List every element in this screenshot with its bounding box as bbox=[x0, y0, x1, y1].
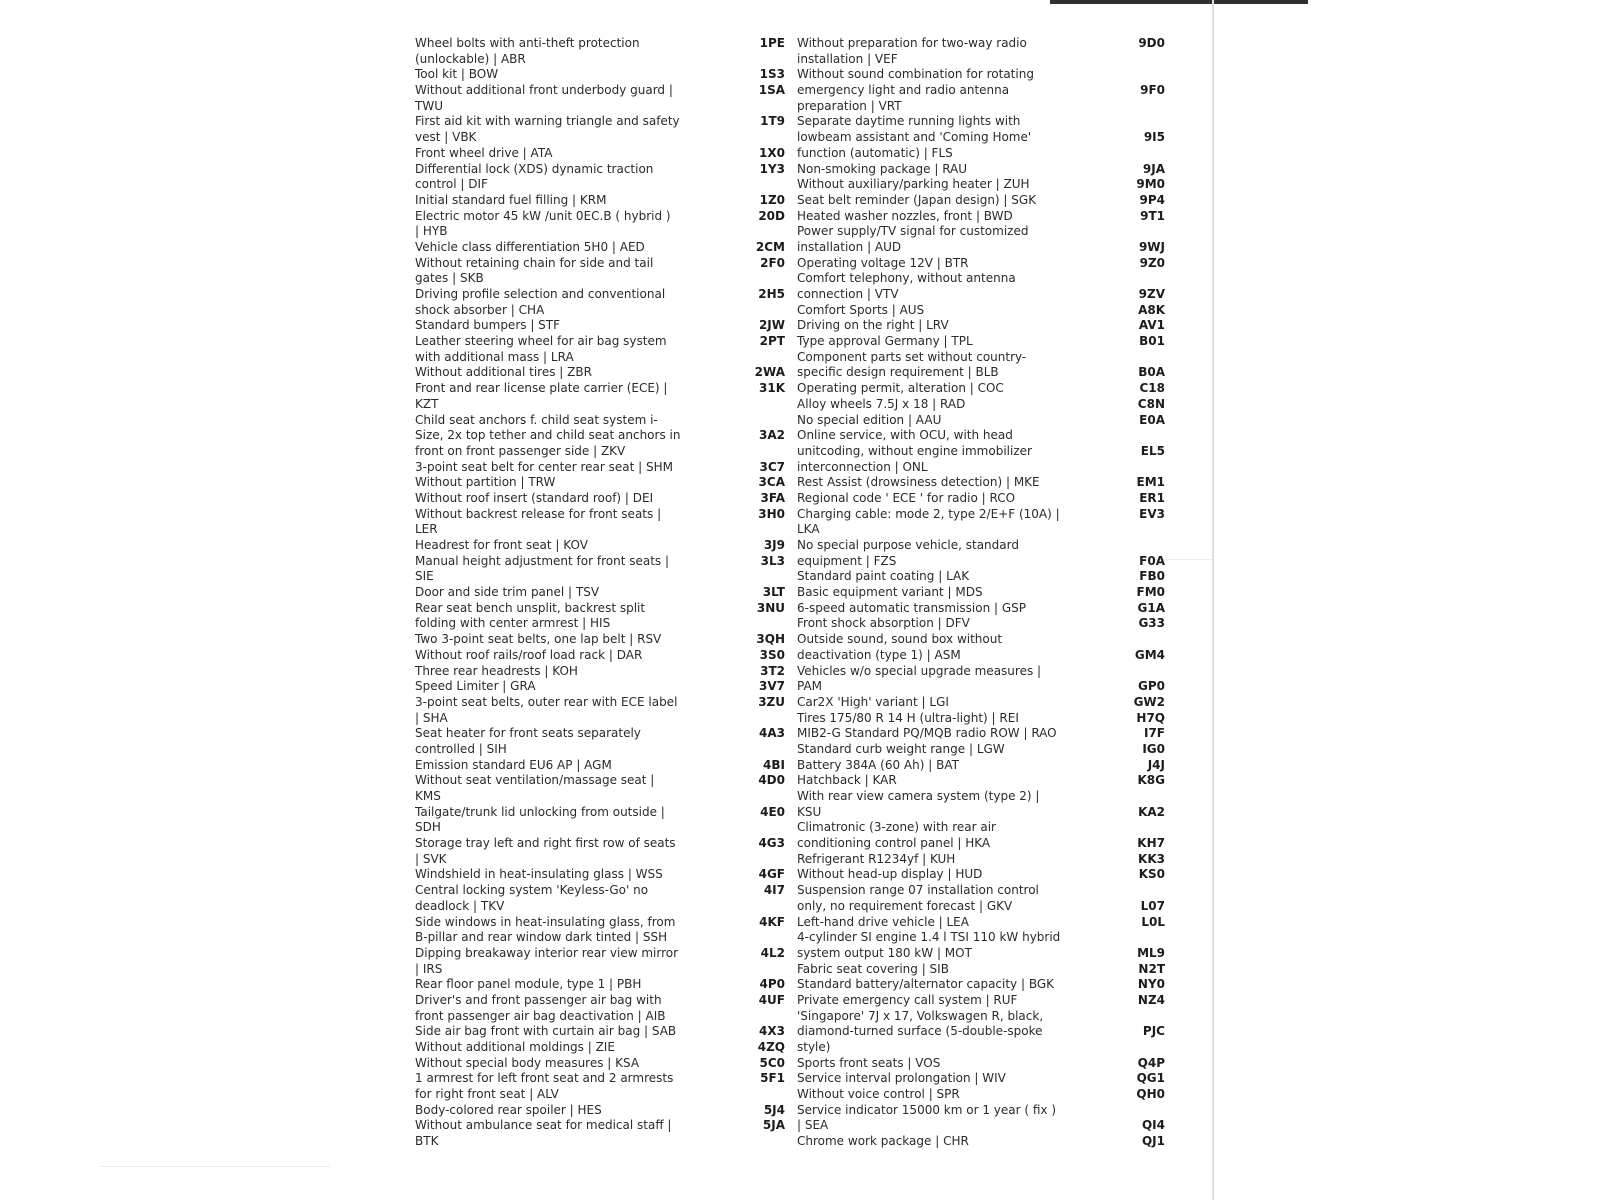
left-entry-line: Without ambulance seat for medical staff | bbox=[415, 1118, 672, 1133]
pr-code-right: KK3 bbox=[1138, 851, 1165, 866]
description-line: Standard curb weight range | LGW bbox=[797, 741, 1005, 756]
left-entry-line: 3-point seat belt for center rear seat | SHM bbox=[415, 459, 673, 474]
left-entry-line: First aid kit with warning triangle and safety bbox=[415, 114, 680, 129]
left-entry-line: with additional mass | LRA bbox=[415, 349, 574, 364]
pr-code-mid: 4KF bbox=[759, 914, 785, 929]
left-entry-line: Without seat ventilation/massage seat | bbox=[415, 773, 655, 788]
pr-code-right: GP0 bbox=[1138, 679, 1165, 694]
left-entry-line: Side windows in heat-insulating glass, from bbox=[415, 914, 676, 929]
left-entry-line: | HYB bbox=[415, 224, 448, 239]
pr-code-mid: 1PE bbox=[759, 36, 785, 50]
pr-code-right: 9P4 bbox=[1139, 192, 1165, 207]
pr-code-right bbox=[1127, 146, 1165, 162]
left-entry-line: Central locking system 'Keyless-Go' no bbox=[415, 883, 649, 898]
left-entry-line: Door and side trim panel | TSV bbox=[415, 585, 600, 600]
description-line: equipment | FZS bbox=[797, 553, 897, 568]
pr-code-mid: 4D0 bbox=[758, 773, 785, 788]
pr-code-right: A8K bbox=[1138, 302, 1165, 317]
pr-code-right: C18 bbox=[1139, 381, 1165, 396]
pr-code-mid bbox=[750, 962, 785, 978]
left-entry-line: front passenger air bag deactivation | AIB bbox=[415, 1008, 666, 1023]
description-line: Standard paint coating | LAK bbox=[797, 569, 970, 584]
pr-code-mid bbox=[750, 742, 785, 758]
pr-code-mid: 5C0 bbox=[759, 1055, 785, 1070]
pr-code-mid bbox=[750, 616, 785, 632]
pr-code-right: Q4P bbox=[1137, 1055, 1165, 1070]
description-line: only, no requirement forecast | GKV bbox=[797, 898, 1013, 913]
description-line: style) bbox=[797, 1040, 831, 1054]
description-line: Sports front seats | VOS bbox=[797, 1055, 941, 1070]
pr-code-right: N2T bbox=[1138, 961, 1165, 976]
description-line: KSU bbox=[797, 804, 822, 819]
description-line: Component parts set without country- bbox=[797, 349, 1027, 364]
description-line: Refrigerant R1234yf | KUH bbox=[797, 851, 956, 866]
left-entry-line: (unlockable) | ABR bbox=[415, 51, 526, 66]
left-entry-line: Tool kit | BOW bbox=[415, 67, 499, 82]
pr-code-mid bbox=[750, 444, 785, 460]
pr-code-right: 9WJ bbox=[1138, 239, 1165, 254]
pr-code-right: NY0 bbox=[1137, 977, 1165, 992]
left-entry-line: Speed Limiter | GRA bbox=[415, 679, 536, 694]
description-line: system output 180 kW | MOT bbox=[797, 945, 972, 960]
left-entry-line: SIE bbox=[415, 569, 434, 584]
description-line: Without head-up display | HUD bbox=[797, 867, 983, 882]
description-line: conditioning control panel | HKA bbox=[797, 836, 991, 851]
left-entry-line: Leather steering wheel for air bag system bbox=[415, 334, 667, 349]
pr-code-mid: 2PT bbox=[759, 334, 785, 349]
pr-code-right: IG0 bbox=[1142, 741, 1165, 756]
pr-code-mid: 4UF bbox=[758, 992, 785, 1007]
pr-code-mid bbox=[750, 789, 785, 805]
pr-code-right bbox=[1127, 271, 1165, 287]
pr-code-mid: 1S3 bbox=[759, 67, 785, 82]
pr-code-right bbox=[1127, 930, 1165, 946]
description-line: preparation | VRT bbox=[797, 98, 902, 113]
description-line: Battery 384A (60 Ah) | BAT bbox=[797, 757, 959, 772]
left-entry-line: control | DIF bbox=[415, 177, 488, 192]
pr-code-mid: 2WA bbox=[754, 365, 785, 380]
pr-code-right: AV1 bbox=[1138, 318, 1165, 333]
pr-code-mid bbox=[750, 99, 785, 115]
pr-code-mid: 3C7 bbox=[759, 459, 785, 474]
pr-code-right: GW2 bbox=[1133, 694, 1165, 709]
left-entry-line: 1 armrest for left front seat and 2 armrests bbox=[415, 1071, 674, 1086]
left-entry-line: Initial standard fuel filling | KRM bbox=[415, 192, 607, 207]
pr-code-right bbox=[1127, 52, 1165, 68]
pr-code-mid bbox=[750, 177, 785, 193]
description-line: Tires 175/80 R 14 H (ultra-light) | REI bbox=[797, 710, 1019, 725]
pr-code-right bbox=[1127, 664, 1165, 680]
pr-code-right bbox=[1127, 820, 1165, 836]
pr-code-mid: 4ZQ bbox=[757, 1040, 785, 1054]
left-entry-line: Standard bumpers | STF bbox=[415, 318, 561, 333]
description-line: Separate daytime running lights with bbox=[797, 114, 1021, 129]
description-line: connection | VTV bbox=[797, 287, 899, 301]
pr-code-right: H7Q bbox=[1136, 710, 1165, 725]
left-entry-line: vest | VBK bbox=[415, 130, 477, 145]
description-line: Left-hand drive vehicle | LEA bbox=[797, 914, 969, 929]
left-entry-line: Rear floor panel module, type 1 | PBH bbox=[415, 977, 642, 992]
pr-code-mid: 4BI bbox=[763, 757, 785, 772]
description-line: Fabric seat covering | SIB bbox=[797, 961, 949, 976]
description-line: 6-speed automatic transmission | GSP bbox=[797, 600, 1027, 615]
pr-code-right: J4J bbox=[1147, 757, 1165, 772]
left-entry-line: Front wheel drive | ATA bbox=[415, 145, 553, 160]
pr-code-mid: 3V7 bbox=[759, 679, 785, 694]
left-entry-line: Emission standard EU6 AP | AGM bbox=[415, 757, 612, 772]
pr-code-right: KA2 bbox=[1138, 804, 1165, 819]
pr-code-mid: 4I7 bbox=[763, 883, 785, 898]
left-entry-line: | IRS bbox=[415, 961, 443, 976]
left-entry-line: Child seat anchors f. child seat system i- bbox=[415, 412, 658, 427]
pr-code-mid: 3S0 bbox=[759, 647, 785, 662]
pr-code-mid bbox=[750, 899, 785, 915]
pr-code-mid: 1Z0 bbox=[759, 192, 785, 207]
description-line: Operating voltage 12V | BTR bbox=[797, 255, 969, 270]
pr-code-right bbox=[1127, 789, 1165, 805]
pr-code-right bbox=[1127, 883, 1165, 899]
description-line: LKA bbox=[797, 522, 820, 537]
description-line: No special edition | AAU bbox=[797, 412, 942, 427]
left-entry-line: | SHA bbox=[415, 710, 448, 725]
pr-code-mid: 4G3 bbox=[758, 836, 785, 851]
description-line: Service indicator 15000 km or 1 year ( fix ) bbox=[797, 1102, 1057, 1117]
pr-code-mid bbox=[750, 130, 785, 146]
pr-code-mid: 1SA bbox=[758, 83, 785, 98]
pr-code-mid bbox=[750, 1134, 785, 1150]
pr-code-right: EL5 bbox=[1140, 443, 1165, 458]
pr-code-right: K8G bbox=[1137, 773, 1165, 788]
pr-code-mid: 3T2 bbox=[760, 663, 785, 678]
pr-code-right: 9T1 bbox=[1140, 208, 1165, 223]
description-line: Outside sound, sound box without bbox=[797, 632, 1003, 647]
pr-code-mid: 3NU bbox=[756, 600, 785, 615]
page-divider-line bbox=[1212, 0, 1214, 1200]
description-line: No special purpose vehicle, standard bbox=[797, 538, 1019, 552]
pr-code-right: 9Z0 bbox=[1139, 255, 1165, 270]
pr-code-mid bbox=[750, 522, 785, 538]
left-entry-line: | SVK bbox=[415, 851, 447, 866]
left-entry-line: Storage tray left and right first row of seats bbox=[415, 836, 676, 851]
pr-code-mid: 3LT bbox=[762, 585, 785, 600]
description-line: | SEA bbox=[797, 1118, 829, 1133]
pr-code-right: 9F0 bbox=[1140, 83, 1165, 98]
pr-code-right: 9D0 bbox=[1138, 36, 1165, 50]
pr-code-right bbox=[1127, 67, 1165, 83]
description-line: Front shock absorption | DFV bbox=[797, 616, 970, 631]
pr-code-mid: 5JA bbox=[762, 1118, 785, 1133]
description-line: Private emergency call system | RUF bbox=[797, 992, 1018, 1007]
pr-code-mid: 4X3 bbox=[759, 1024, 785, 1039]
left-entry-line: Size, 2x top tether and child seat anchors in bbox=[415, 428, 681, 443]
left-entry-line: Electric motor 45 kW /unit 0EC.B ( hybrid ) bbox=[415, 208, 671, 223]
left-entry-line: Without partition | TRW bbox=[415, 475, 556, 490]
pr-code-right: E0A bbox=[1139, 412, 1165, 427]
pr-code-right bbox=[1127, 1040, 1165, 1056]
description-line: Vehicles w/o special upgrade measures | bbox=[797, 663, 1042, 678]
pr-code-mid bbox=[750, 52, 785, 68]
pr-code-right: 9M0 bbox=[1136, 177, 1165, 192]
description-line: Non-smoking package | RAU bbox=[797, 161, 968, 176]
description-line: deactivation (type 1) | ASM bbox=[797, 647, 961, 662]
left-entry-line: Front and rear license plate carrier (ECE) | bbox=[415, 381, 668, 396]
pr-code-mid bbox=[750, 711, 785, 727]
description-line: Regional code ' ECE ' for radio | RCO bbox=[797, 490, 1016, 505]
left-entry-line: KZT bbox=[415, 396, 439, 411]
pr-code-right: QG1 bbox=[1136, 1071, 1165, 1086]
description-line: diamond-turned surface (5-double-spoke bbox=[797, 1024, 1043, 1039]
pr-code-right: EV3 bbox=[1139, 506, 1165, 521]
description-line: Online service, with OCU, with head bbox=[797, 428, 1013, 443]
description-line: Chrome work package | CHR bbox=[797, 1134, 969, 1149]
pr-code-mid bbox=[750, 271, 785, 287]
pr-code-mid: 2F0 bbox=[760, 255, 785, 270]
left-entry-line: Windshield in heat-insulating glass | WSS bbox=[415, 867, 663, 882]
pr-code-mid: 4A3 bbox=[759, 726, 785, 741]
pr-code-mid bbox=[750, 1009, 785, 1025]
pr-code-mid: 4GF bbox=[758, 867, 785, 882]
description-line: 'Singapore' 7J x 17, Volkswagen R, black, bbox=[797, 1008, 1044, 1023]
pr-code-mid: 5F1 bbox=[760, 1071, 785, 1086]
left-entry-line: Without additional moldings | ZIE bbox=[415, 1040, 615, 1054]
left-entry-line: Two 3-point seat belts, one lap belt | RSV bbox=[415, 632, 662, 647]
pr-code-mid: 4L2 bbox=[760, 945, 785, 960]
pr-code-mid bbox=[750, 852, 785, 868]
code-table bbox=[415, 36, 1165, 1150]
pr-code-right bbox=[1127, 632, 1165, 648]
pr-code-right bbox=[1127, 460, 1165, 476]
description-line: Driving on the right | LRV bbox=[797, 318, 949, 333]
description-line: Basic equipment variant | MDS bbox=[797, 585, 983, 600]
left-entry-line: Differential lock (XDS) dynamic traction bbox=[415, 161, 654, 176]
description-line: With rear view camera system (type 2) | bbox=[797, 789, 1040, 803]
pr-code-right: PJC bbox=[1142, 1024, 1165, 1039]
pr-code-right: QI4 bbox=[1141, 1118, 1165, 1133]
pr-code-mid: 3L3 bbox=[760, 553, 785, 568]
left-entry-line: Rear seat bench unsplit, backrest split bbox=[415, 600, 646, 615]
description-line: Seat belt reminder (Japan design) | SGK bbox=[797, 192, 1037, 207]
left-entry-line: Vehicle class differentiation 5H0 | AED bbox=[415, 239, 645, 254]
pr-code-right: GM4 bbox=[1134, 647, 1165, 662]
left-entry-line: Without additional front underbody guard | bbox=[415, 83, 673, 98]
pr-code-right bbox=[1127, 1009, 1165, 1025]
pr-code-mid: 3QH bbox=[756, 632, 785, 647]
left-entry-line: Dipping breakaway interior rear view mirror bbox=[415, 945, 679, 960]
pr-code-right: FB0 bbox=[1139, 569, 1165, 584]
description-line: Comfort Sports | AUS bbox=[797, 302, 925, 317]
description-line: Type approval Germany | TPL bbox=[797, 334, 973, 349]
pr-code-mid bbox=[750, 569, 785, 585]
pr-code-mid: 1X0 bbox=[759, 145, 785, 160]
pr-code-mid bbox=[750, 224, 785, 240]
pr-code-right bbox=[1127, 114, 1165, 130]
pr-code-right: QJ1 bbox=[1141, 1134, 1165, 1149]
pr-code-right: NZ4 bbox=[1137, 992, 1165, 1007]
pr-code-right: G1A bbox=[1137, 600, 1165, 615]
pr-code-mid: 5J4 bbox=[763, 1102, 785, 1117]
left-entry-line: Side air bag front with curtain air bag | SAB bbox=[415, 1024, 677, 1039]
pr-code-right: C8N bbox=[1137, 396, 1165, 411]
pr-code-mid: 3A2 bbox=[759, 428, 785, 443]
left-entry-line: B-pillar and rear window dark tinted | SSH bbox=[415, 930, 668, 945]
pr-code-right: 9I5 bbox=[1143, 130, 1165, 145]
description-line: Power supply/TV signal for customized bbox=[797, 224, 1029, 239]
pr-code-mid: 4P0 bbox=[759, 977, 785, 992]
description-line: emergency light and radio antenna bbox=[797, 83, 1010, 98]
description-line: interconnection | ONL bbox=[797, 459, 928, 474]
left-entry-line: LER bbox=[415, 522, 438, 537]
left-entry-line: front on front passenger side | ZKV bbox=[415, 443, 626, 458]
description-line: specific design requirement | BLB bbox=[797, 365, 999, 380]
description-line: Without voice control | SPR bbox=[797, 1087, 960, 1102]
description-line: Operating permit, alteration | COC bbox=[797, 381, 1004, 396]
pr-code-mid: 3FA bbox=[760, 490, 785, 505]
left-entry-line: Wheel bolts with anti-theft protection bbox=[415, 36, 640, 50]
left-entry-line: gates | SKB bbox=[415, 271, 484, 286]
description-line: installation | VEF bbox=[797, 51, 898, 66]
top-edge-scan-bar bbox=[1050, 0, 1308, 4]
left-entry-line: Driving profile selection and conventional bbox=[415, 287, 666, 301]
pr-code-right: ML9 bbox=[1137, 945, 1165, 960]
pr-code-mid bbox=[750, 303, 785, 319]
description-line: PAM bbox=[797, 679, 823, 694]
pr-code-right bbox=[1127, 428, 1165, 444]
description-line: Climatronic (3-zone) with rear air bbox=[797, 820, 996, 835]
left-entry-line: Driver's and front passenger air bag with bbox=[415, 992, 662, 1007]
pr-code-mid bbox=[750, 820, 785, 836]
left-entry-line: 3-point seat belts, outer rear with ECE label bbox=[415, 694, 678, 709]
pr-code-mid: 1Y3 bbox=[759, 161, 785, 176]
pr-code-mid: 2CM bbox=[755, 239, 785, 254]
left-entry-line: Tailgate/trunk lid unlocking from outside | bbox=[415, 804, 665, 819]
left-entry-line: shock absorber | CHA bbox=[415, 302, 545, 317]
description-line: MIB2-G Standard PQ/MQB radio ROW | RAO bbox=[797, 726, 1057, 741]
description-line: Without auxiliary/parking heater | ZUH bbox=[797, 177, 1030, 192]
pr-code-mid: 20D bbox=[758, 208, 785, 223]
pr-code-right: I7F bbox=[1143, 726, 1165, 741]
description-line: Without sound combination for rotating bbox=[797, 67, 1034, 82]
pr-code-right: B0A bbox=[1138, 365, 1165, 380]
description-line: Comfort telephony, without antenna bbox=[797, 271, 1016, 286]
left-entry-line: Three rear headrests | KOH bbox=[415, 663, 578, 678]
pr-code-right: QH0 bbox=[1136, 1087, 1165, 1102]
description-line: unitcoding, without engine immobilizer bbox=[797, 443, 1032, 458]
left-entry-line: Without backrest release for front seats | bbox=[415, 506, 662, 521]
left-entry-line: Without roof insert (standard roof) | DEI bbox=[415, 490, 654, 505]
pr-code-right: 9ZV bbox=[1138, 287, 1165, 301]
description-line: Hatchback | KAR bbox=[797, 773, 897, 788]
description-line: Suspension range 07 installation control bbox=[797, 883, 1039, 898]
pr-code-mid bbox=[750, 1087, 785, 1103]
left-entry-line: for right front seat | ALV bbox=[415, 1087, 559, 1102]
pr-code-mid: 3H0 bbox=[758, 506, 785, 521]
left-entry-line: KMS bbox=[415, 789, 441, 803]
description-line: installation | AUD bbox=[797, 239, 902, 254]
description-line: Service interval prolongation | WIV bbox=[797, 1071, 1006, 1086]
left-entry-line: Manual height adjustment for front seats | bbox=[415, 553, 670, 568]
description-line: function (automatic) | FLS bbox=[797, 145, 953, 160]
pr-code-right: FM0 bbox=[1136, 585, 1165, 600]
description-line: Car2X 'High' variant | LGI bbox=[797, 694, 949, 709]
left-entry-line: Without retaining chain for side and tail bbox=[415, 255, 654, 270]
pr-code-right: KH7 bbox=[1137, 836, 1165, 851]
pr-code-right: EM1 bbox=[1136, 475, 1165, 490]
left-entry-line: deadlock | TKV bbox=[415, 898, 505, 913]
pr-code-right bbox=[1127, 1103, 1165, 1119]
left-entry-line: SDH bbox=[415, 820, 441, 835]
description-line: 4-cylinder SI engine 1.4 l TSI 110 kW hybrid bbox=[797, 930, 1061, 945]
pr-code-mid bbox=[750, 413, 785, 429]
pr-code-right bbox=[1127, 224, 1165, 240]
pr-code-right: KS0 bbox=[1138, 867, 1165, 882]
description-line: Rest Assist (drowsiness detection) | MKE bbox=[797, 475, 1040, 490]
pr-code-right: 9JA bbox=[1142, 161, 1165, 176]
pr-code-right: F0A bbox=[1139, 553, 1165, 568]
description-line: Without preparation for two-way radio bbox=[797, 36, 1027, 50]
left-entry-line: Without special body measures | KSA bbox=[415, 1055, 640, 1070]
pr-code-mid bbox=[750, 397, 785, 413]
pr-code-mid bbox=[750, 930, 785, 946]
pr-code-right bbox=[1127, 350, 1165, 366]
left-entry-line: Seat heater for front seats separately bbox=[415, 726, 641, 741]
left-entry-line: Without roof rails/roof load rack | DAR bbox=[415, 647, 643, 662]
bottom-faint-line bbox=[100, 1166, 330, 1167]
description-line: Alloy wheels 7.5J x 18 | RAD bbox=[797, 396, 966, 411]
left-entry-line: Without additional tires | ZBR bbox=[415, 365, 592, 380]
pr-code-right: B01 bbox=[1139, 334, 1165, 349]
pr-code-mid: 3J9 bbox=[763, 538, 785, 552]
pr-code-right bbox=[1127, 538, 1165, 554]
pr-code-mid: 2JW bbox=[758, 318, 785, 333]
pr-code-mid: 1T9 bbox=[760, 114, 785, 129]
pr-code-mid: 3CA bbox=[758, 475, 785, 490]
left-entry-line: controlled | SIH bbox=[415, 741, 507, 756]
pr-code-mid bbox=[750, 350, 785, 366]
left-entry-line: TWU bbox=[415, 98, 443, 113]
left-entry-line: Headrest for front seat | KOV bbox=[415, 538, 588, 552]
pr-code-mid: 3ZU bbox=[758, 694, 785, 709]
pr-code-right bbox=[1127, 99, 1165, 115]
pr-code-mid: 4E0 bbox=[760, 804, 785, 819]
left-entry-line: folding with center armrest | HIS bbox=[415, 616, 611, 631]
pr-code-right: G33 bbox=[1138, 616, 1165, 631]
left-entry-line: Body-colored rear spoiler | HES bbox=[415, 1102, 602, 1117]
description-line: Charging cable: mode 2, type 2/E+F (10A) | bbox=[797, 506, 1060, 521]
pr-code-right: L07 bbox=[1140, 898, 1165, 913]
description-line: Heated washer nozzles, front | BWD bbox=[797, 208, 1013, 223]
pr-code-right: ER1 bbox=[1139, 490, 1165, 505]
pr-code-right: L0L bbox=[1141, 914, 1165, 929]
pr-code-right bbox=[1127, 522, 1165, 538]
description-line: lowbeam assistant and 'Coming Home' bbox=[797, 130, 1032, 145]
left-entry-line: BTK bbox=[415, 1134, 439, 1149]
description-line: Standard battery/alternator capacity | BGK bbox=[797, 977, 1055, 992]
pr-code-mid: 31K bbox=[759, 381, 785, 396]
pr-code-mid: 2H5 bbox=[758, 287, 785, 301]
